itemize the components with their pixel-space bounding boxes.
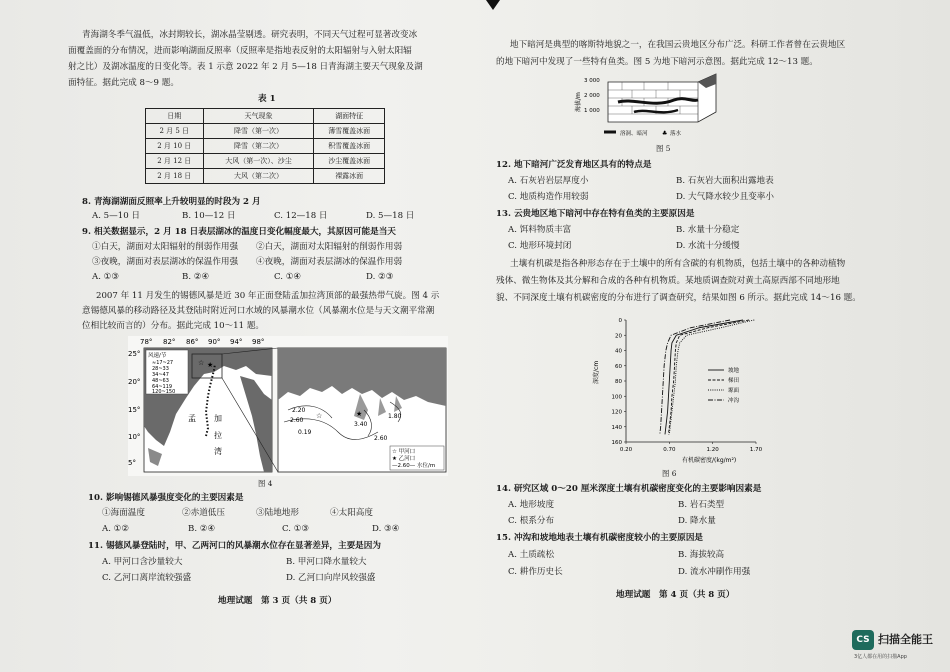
q14-option-a[interactable]: A. 地形坡度 bbox=[508, 500, 555, 510]
page-4 bbox=[478, 0, 950, 672]
lat-label: 5° bbox=[128, 459, 136, 467]
inset-value: 2.60 bbox=[290, 417, 304, 424]
table-header-row bbox=[146, 109, 385, 124]
page-footer: 地理试题 第 4 页（共 8 页） bbox=[616, 590, 735, 600]
table-row bbox=[146, 169, 385, 184]
q15-option-b[interactable]: B. 海拔较高 bbox=[678, 550, 725, 560]
intro2-line: 位相比较而言的）分布。据此完成 10～11 题。 bbox=[82, 321, 265, 331]
x-tick-label: 0.20 bbox=[619, 447, 633, 453]
table-row bbox=[146, 124, 385, 139]
table-cell: 降雪（第一次） bbox=[203, 124, 314, 139]
q9-option-c[interactable]: C. ①④ bbox=[274, 272, 302, 282]
q11-option-d[interactable]: D. 乙河口向岸风较强盛 bbox=[286, 573, 376, 583]
map-legend-item: 48~63 bbox=[152, 378, 169, 384]
star-yi-icon: ★ bbox=[356, 410, 363, 418]
table-cell: 2 月 5 日 bbox=[146, 124, 204, 139]
q8-option-c[interactable]: C. 12—18 日 bbox=[274, 211, 328, 221]
q9-item: ①白天，湖面对太阳辐射的削弱作用强 bbox=[92, 242, 239, 252]
table-cell: 大风（第二次） bbox=[203, 169, 314, 184]
y-tick-label: 100 bbox=[611, 394, 622, 401]
table-row bbox=[146, 139, 385, 154]
legend-label: 坡地 bbox=[728, 368, 740, 374]
intro2-line: 2007 年 11 月发生的锡德风暴是近 30 年正面登陆孟加拉湾顶部的最强热带气旋。图 4 示 bbox=[96, 291, 440, 301]
q12-option-c[interactable]: C. 地质构造作用较弱 bbox=[508, 192, 589, 202]
table-header: 湖面特征 bbox=[314, 109, 385, 124]
q8-option-d[interactable]: D. 5—18 日 bbox=[366, 211, 415, 221]
q13-option-d[interactable]: D. 水流十分缓慢 bbox=[676, 241, 740, 251]
fig5-legend: 落水 bbox=[670, 131, 682, 137]
weather-table bbox=[145, 108, 385, 184]
x-tick-label: 0.70 bbox=[663, 447, 676, 453]
sea-label: 孟 bbox=[188, 414, 196, 423]
question-9: 9. 相关数据显示，2 月 18 日表层湖冰的温度日变化幅度最大，其原因可能是当天 bbox=[82, 227, 396, 237]
fig5-tick: 2 000 bbox=[584, 93, 600, 99]
sea-label: 加 bbox=[214, 414, 222, 423]
table-cell: 2 月 10 日 bbox=[146, 139, 204, 154]
intro-line: 射之比）及湖冰温度的日变化等。表 1 示意 2022 年 2 月 5—18 日青海湖主要天气现象及湖 bbox=[68, 62, 423, 72]
table-title: 表 1 bbox=[258, 94, 276, 104]
lon-label: 82° bbox=[163, 338, 176, 346]
table-cell: 降雪（第二次） bbox=[203, 139, 314, 154]
map-legend-item: ≈17~27 bbox=[152, 360, 174, 366]
inset-value: 3.40 bbox=[354, 421, 368, 428]
y-tick-label: 160 bbox=[611, 440, 622, 446]
legend-label: 梯田 bbox=[728, 378, 740, 384]
table-cell: 沙尘覆盖冰面 bbox=[314, 154, 385, 169]
q15-option-d[interactable]: D. 流水冲刷作用强 bbox=[678, 567, 751, 577]
x-tick-label: 1.70 bbox=[749, 447, 763, 453]
fig5-legend: 溶洞、暗河 bbox=[620, 131, 648, 137]
inset-legend-item: ★ 乙河口 bbox=[392, 456, 416, 462]
inset-value: 1.80 bbox=[388, 413, 402, 420]
question-8: 8. 青海湖湖面反照率上升较明显的时段为 2 月 bbox=[82, 197, 261, 207]
intro-line: 的地下暗河中发现了一些特有鱼类。图 5 为地下暗河示意图。据此完成 12～13 题。 bbox=[496, 57, 818, 67]
inset-legend-item: ☆ 甲河口 bbox=[392, 449, 416, 455]
star-jia-icon: ☆ bbox=[316, 412, 323, 420]
table-cell: 薄雪覆盖冰面 bbox=[314, 124, 385, 139]
figure-4-caption: 图 4 bbox=[258, 479, 273, 488]
q9-item: ④夜晚，湖面对表层湖冰的保温作用弱 bbox=[256, 257, 403, 267]
lon-label: 86° bbox=[186, 338, 199, 346]
q10-item: ④太阳高度 bbox=[330, 508, 373, 518]
y-tick-label: 60 bbox=[615, 363, 622, 370]
camscanner-watermark bbox=[852, 628, 942, 664]
y-tick-label: 0 bbox=[618, 318, 622, 324]
map-legend-title: 风速/节 bbox=[148, 353, 167, 359]
q11-option-a[interactable]: A. 甲河口含沙量较大 bbox=[102, 557, 183, 567]
q9-option-a[interactable]: A. ①③ bbox=[92, 272, 120, 282]
figure-5-caption: 图 5 bbox=[656, 144, 671, 153]
intro2-line: 貌、不同深度土壤有机碳密度的分布进行了调查研究，结果如图 6 所示。据此完成 14～16 题。 bbox=[496, 293, 861, 303]
y-tick-label: 120 bbox=[611, 409, 622, 416]
sea-label: 湾 bbox=[214, 447, 222, 456]
q9-option-d[interactable]: D. ②③ bbox=[366, 272, 394, 282]
q13-option-a[interactable]: A. 饵料物质丰富 bbox=[508, 225, 572, 235]
figure-5-diagram bbox=[574, 70, 744, 140]
fig5-y-label: 海拔/m bbox=[575, 92, 582, 112]
lon-label: 98° bbox=[252, 338, 265, 346]
q13-option-c[interactable]: C. 地形环境封闭 bbox=[508, 241, 572, 251]
inset-value: 2.60 bbox=[374, 435, 388, 442]
table-cell: 2 月 18 日 bbox=[146, 169, 204, 184]
q8-option-a[interactable]: A. 5—10 日 bbox=[92, 211, 140, 221]
series-line-3 bbox=[669, 320, 754, 434]
q8-option-b[interactable]: B. 10—12 日 bbox=[182, 211, 236, 221]
q11-option-c[interactable]: C. 乙河口离岸流较强盛 bbox=[102, 573, 192, 583]
q9-option-b[interactable]: B. ②④ bbox=[182, 272, 210, 282]
lon-label: 90° bbox=[208, 338, 221, 346]
intro-line: 面覆盖面的分布情况，进而影响湖面反照率（反照率是指地表反射的太阳辐射与入射太阳辐 bbox=[68, 46, 412, 56]
y-tick-label: 40 bbox=[615, 348, 622, 355]
table-cell: 裸露冰面 bbox=[314, 169, 385, 184]
q15-option-a[interactable]: A. 土质疏松 bbox=[508, 550, 555, 560]
question-14: 14. 研究区域 0～20 厘米深度土壤有机碳密度变化的主要影响因素是 bbox=[496, 484, 762, 494]
table-header: 天气现象 bbox=[203, 109, 314, 124]
table-cell: 积雪覆盖冰面 bbox=[314, 139, 385, 154]
y-tick-label: 80 bbox=[615, 379, 622, 385]
map-legend-item: 120~150 bbox=[152, 389, 176, 395]
corner-triangle bbox=[486, 0, 500, 10]
intro2-line: 残体、微生物体及其分解和合成的各种有机物质。某地质调查院对黄土高原西部不同地形地 bbox=[496, 276, 840, 286]
inset-value: 2.20 bbox=[292, 407, 306, 414]
question-11: 11. 锡德风暴登陆时，甲、乙两河口的风暴潮水位存在显著差异，主要是因为 bbox=[88, 541, 381, 551]
inset-legend-item: —2.60— 水位/m bbox=[392, 463, 436, 469]
question-12: 12. 地下暗河广泛发育地区具有的特点是 bbox=[496, 160, 652, 170]
table-header: 日期 bbox=[146, 109, 204, 124]
figure-6-caption: 图 6 bbox=[662, 469, 677, 478]
q10-option-c[interactable]: C. ①③ bbox=[282, 524, 310, 534]
camscanner-slogan: 3亿人都在用的扫描App bbox=[854, 654, 907, 660]
fig5-tick: 1 000 bbox=[584, 108, 600, 114]
q10-option-a[interactable]: A. ①② bbox=[102, 524, 130, 534]
inset-value: 0.19 bbox=[298, 429, 312, 436]
table-cell: 2 月 12 日 bbox=[146, 154, 204, 169]
y-tick-label: 20 bbox=[615, 333, 622, 340]
intro2-line: 意锡德风暴的移动路径及其登陆时附近河口水域的风暴潮水位（风暴潮水位是与天文潮平常潮 bbox=[82, 306, 435, 316]
q14-option-b[interactable]: B. 岩石类型 bbox=[678, 500, 725, 510]
figure-4-map bbox=[128, 336, 448, 476]
series-group bbox=[660, 320, 754, 434]
sea-label: 拉 bbox=[214, 431, 222, 440]
lat-label: 25° bbox=[128, 350, 141, 358]
q15-option-c[interactable]: C. 耕作历史长 bbox=[508, 567, 563, 577]
q14-option-d[interactable]: D. 降水量 bbox=[678, 516, 716, 526]
q13-option-b[interactable]: B. 水量十分稳定 bbox=[676, 225, 740, 235]
camscanner-logo-icon: CS bbox=[852, 630, 874, 650]
corner-mark bbox=[486, 0, 500, 12]
y-ticks bbox=[612, 318, 627, 446]
intro-line: 面特征。据此完成 8～9 题。 bbox=[68, 78, 179, 88]
legend-label: 冲沟 bbox=[728, 398, 740, 404]
question-10: 10. 影响锡德风暴强度变化的主要因素是 bbox=[88, 493, 244, 503]
q10-item: ①海面温度 bbox=[102, 508, 145, 518]
lat-label: 15° bbox=[128, 406, 141, 414]
q14-option-c[interactable]: C. 根系分布 bbox=[508, 516, 555, 526]
lat-label: 20° bbox=[128, 378, 141, 386]
q10-option-d[interactable]: D. ③④ bbox=[372, 524, 400, 534]
map-legend-item: 64~119 bbox=[152, 384, 173, 390]
star-yi-icon: ★ bbox=[207, 361, 214, 369]
y-tick-label: 140 bbox=[611, 424, 622, 431]
sinkhole-icon: ♣ bbox=[662, 130, 668, 137]
chart-x-label: 有机碳密度/(kg/m²) bbox=[682, 457, 737, 464]
q9-item: ③夜晚，湖面对表层湖冰的保温作用强 bbox=[92, 257, 239, 267]
chart-y-label: 深度/cm bbox=[593, 360, 600, 384]
page-footer: 地理试题 第 3 页（共 8 页） bbox=[218, 596, 337, 606]
intro-line: 地下暗河是典型的喀斯特地貌之一，在我国云贵地区分布广泛。科研工作者曾在云贵地区 bbox=[510, 40, 846, 50]
q12-option-b[interactable]: B. 石灰岩大面积出露地表 bbox=[676, 176, 774, 186]
camscanner-name: 扫描全能王 bbox=[878, 633, 933, 646]
intro-line: 青海湖冬季气温低，冰封期较长，湖冰晶莹剔透。研究表明，不同天气过程可显著改变冰 bbox=[82, 30, 418, 40]
map-legend-item: 34~47 bbox=[152, 372, 169, 378]
question-15: 15. 冲沟和坡地地表土壤有机碳密度较小的主要原因是 bbox=[496, 533, 704, 543]
x-ticks bbox=[620, 442, 763, 453]
q9-item: ②白天，湖面对太阳辐射的削弱作用弱 bbox=[256, 242, 403, 252]
q11-option-b[interactable]: B. 甲河口降水量较大 bbox=[286, 557, 367, 567]
question-13: 13. 云贵地区地下暗河中存在特有鱼类的主要原因是 bbox=[496, 209, 695, 219]
q12-option-d[interactable]: D. 大气降水较少且变率小 bbox=[676, 192, 774, 202]
q10-option-b[interactable]: B. ②④ bbox=[188, 524, 216, 534]
x-tick-label: 1.20 bbox=[706, 447, 719, 453]
map-legend-item: 28~33 bbox=[152, 366, 169, 372]
q10-item: ②赤道低压 bbox=[182, 508, 225, 518]
table-row bbox=[146, 154, 385, 169]
chart-legend bbox=[708, 366, 740, 404]
lat-label: 10° bbox=[128, 433, 141, 441]
fig5-tick: 3 000 bbox=[584, 78, 600, 84]
legend-label: 塬面 bbox=[728, 388, 740, 394]
lon-label: 78° bbox=[140, 338, 153, 346]
figure-6-chart bbox=[590, 310, 780, 466]
q12-option-a[interactable]: A. 石灰岩岩层厚度小 bbox=[508, 176, 589, 186]
star-jia-icon: ☆ bbox=[198, 359, 205, 367]
q10-item: ③陆地地形 bbox=[256, 508, 299, 518]
intro2-line: 土壤有机碳是指各种形态存在于土壤中的所有含碳的有机物质，包括土壤中的各种动植物 bbox=[510, 259, 846, 269]
table-cell: 大风（第一次）、沙尘 bbox=[203, 154, 314, 169]
lon-label: 94° bbox=[230, 338, 243, 346]
